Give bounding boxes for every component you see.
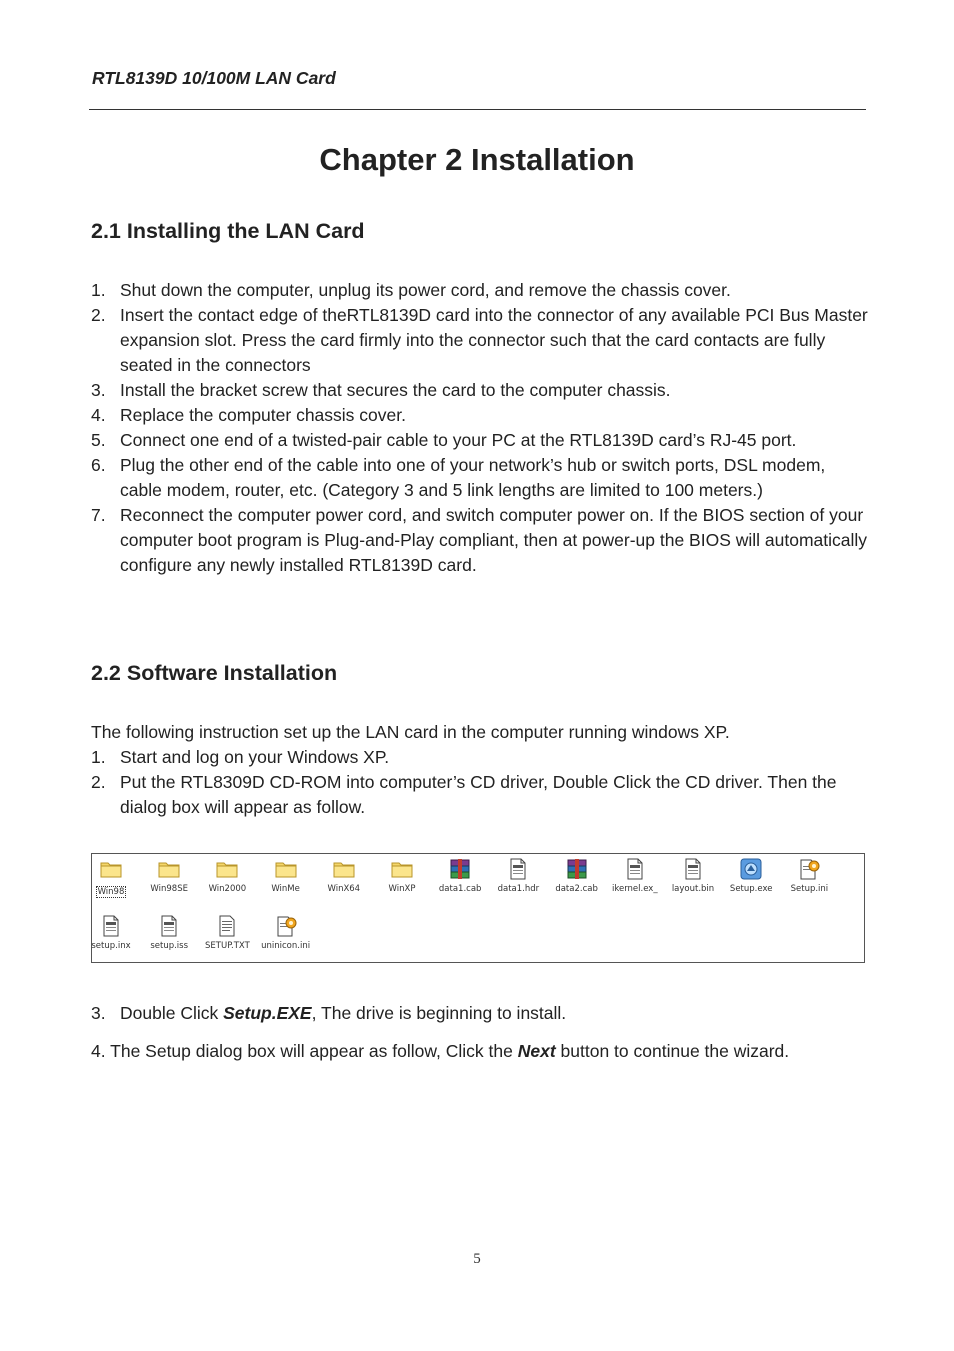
file-name: Win98SE — [150, 884, 188, 894]
page-number: 5 — [473, 1251, 481, 1267]
file-item[interactable] — [780, 857, 838, 894]
file-item[interactable] — [315, 857, 373, 894]
file-name: Setup.exe — [729, 884, 773, 894]
step-text: Start and log on your Windows XP. — [120, 747, 390, 767]
archive-icon — [431, 857, 489, 881]
file-item[interactable] — [257, 857, 315, 894]
step-text: Insert the contact edge of theRTL8139D card into the connector of any available PCI Bus Master expansion slot. Press the card firmly into the connector such that the card contacts are fully seated in the connectors — [120, 305, 868, 375]
file-item[interactable] — [82, 914, 140, 951]
folder-icon — [373, 857, 431, 881]
config-icon — [780, 857, 838, 881]
step-text: Shut down the computer, unplug its power cord, and remove the chassis cover. — [120, 280, 731, 300]
folder-icon — [315, 857, 373, 881]
file-name: setup.iss — [150, 941, 189, 951]
step-number: 3. — [91, 380, 106, 400]
step-number: 3. — [91, 1003, 106, 1023]
step-text: Install the bracket screw that secures the card to the computer chassis. — [120, 380, 671, 400]
folder-icon — [82, 857, 140, 881]
section-title-software-installation: 2.2 Software Installation — [91, 661, 338, 685]
step-text: Replace the computer chassis cover. — [120, 405, 406, 425]
document-icon — [664, 857, 722, 881]
file-name: uninicon.ini — [261, 941, 311, 951]
software-step-4: 4. The Setup dialog box will appear as follow, Click the Next button to continue the wizard. — [91, 1041, 790, 1061]
list-item — [91, 453, 871, 503]
file-name: data1.hdr — [497, 884, 540, 894]
file-name: SETUP.TXT — [205, 941, 250, 951]
list-item — [91, 278, 871, 303]
file-item[interactable] — [82, 857, 140, 899]
list-item — [91, 770, 871, 820]
file-item[interactable] — [257, 914, 315, 951]
file-item[interactable] — [664, 857, 722, 894]
file-name: Win98 — [97, 887, 125, 897]
file-name: WinXP — [388, 884, 416, 894]
folder-icon — [140, 857, 198, 881]
document-icon — [82, 914, 140, 938]
file-name: WinX64 — [327, 884, 361, 894]
step-number: 2. — [91, 772, 106, 792]
header-rule — [89, 109, 866, 110]
file-name: Win2000 — [208, 884, 247, 894]
archive-icon — [548, 857, 606, 881]
folder-icon — [257, 857, 315, 881]
software-step-3: 3. Double Click Setup.EXE, The drive is beginning to install. — [91, 1001, 871, 1026]
list-item — [91, 503, 871, 578]
software-steps — [91, 720, 871, 820]
file-item[interactable] — [373, 857, 431, 894]
file-item[interactable] — [606, 857, 664, 894]
file-item[interactable] — [489, 857, 547, 894]
file-item[interactable] — [140, 857, 198, 894]
document-icon — [489, 857, 547, 881]
step-number: 1. — [91, 747, 106, 767]
software-intro: The following instruction set up the LAN card in the computer running windows XP. — [91, 722, 730, 742]
file-name: layout.bin — [671, 884, 715, 894]
chapter-title: Chapter 2 Installation — [319, 142, 635, 177]
list-item — [91, 745, 871, 770]
step-text: Put the RTL8309D CD-ROM into computer’s CD driver, Double Click the CD driver. Then the dialog box will appear as follow. — [120, 772, 837, 817]
step-number: 6. — [91, 455, 106, 475]
step-text: Reconnect the computer power cord, and switch computer power on. If the BIOS section of your computer boot program is Plug-and-Play compliant, then at power-up the BIOS will automatically configure any newly installed RTL8139D card. — [120, 505, 868, 575]
file-item[interactable] — [548, 857, 606, 894]
step-number: 5. — [91, 430, 106, 450]
file-item[interactable] — [140, 914, 198, 951]
list-item — [91, 403, 871, 428]
installation-steps — [91, 278, 871, 578]
file-item[interactable] — [431, 857, 489, 894]
file-item[interactable] — [198, 857, 256, 894]
running-header: RTL8139D 10/100M LAN Card — [92, 68, 336, 88]
step-number: 4. — [91, 405, 106, 425]
section-title-installing-lan-card: 2.1 Installing the LAN Card — [91, 219, 365, 243]
file-item[interactable] — [722, 857, 780, 894]
file-name: WinMe — [271, 884, 300, 894]
file-name: data2.cab — [555, 884, 598, 894]
setup-exe-reference: Setup.EXE — [223, 1003, 312, 1023]
step-text: Connect one end of a twisted-pair cable to your PC at the RTL8139D card’s RJ-45 port. — [120, 430, 797, 450]
file-name: Setup.ini — [790, 884, 829, 894]
list-item — [91, 303, 871, 378]
file-explorer-window — [91, 853, 865, 963]
file-item[interactable] — [198, 914, 256, 951]
document-icon — [606, 857, 664, 881]
list-item — [91, 428, 871, 453]
setup-icon — [722, 857, 780, 881]
next-button-reference: Next — [517, 1041, 556, 1061]
step-number: 7. — [91, 505, 106, 525]
document-icon — [140, 914, 198, 938]
text-file-icon — [198, 914, 256, 938]
step-number: 2. — [91, 305, 106, 325]
step-text: Plug the other end of the cable into one of your network’s hub or switch ports, DSL modem, cable modem, router, etc. (Category 3 and 5 link lengths are limited to 100 meters.) — [120, 455, 826, 500]
file-name: setup.inx — [91, 941, 131, 951]
config-icon — [257, 914, 315, 938]
list-item — [91, 378, 871, 403]
step-number: 1. — [91, 280, 106, 300]
file-name: data1.cab — [438, 884, 482, 894]
file-name: ikernel.ex_ — [611, 884, 658, 894]
folder-icon — [198, 857, 256, 881]
